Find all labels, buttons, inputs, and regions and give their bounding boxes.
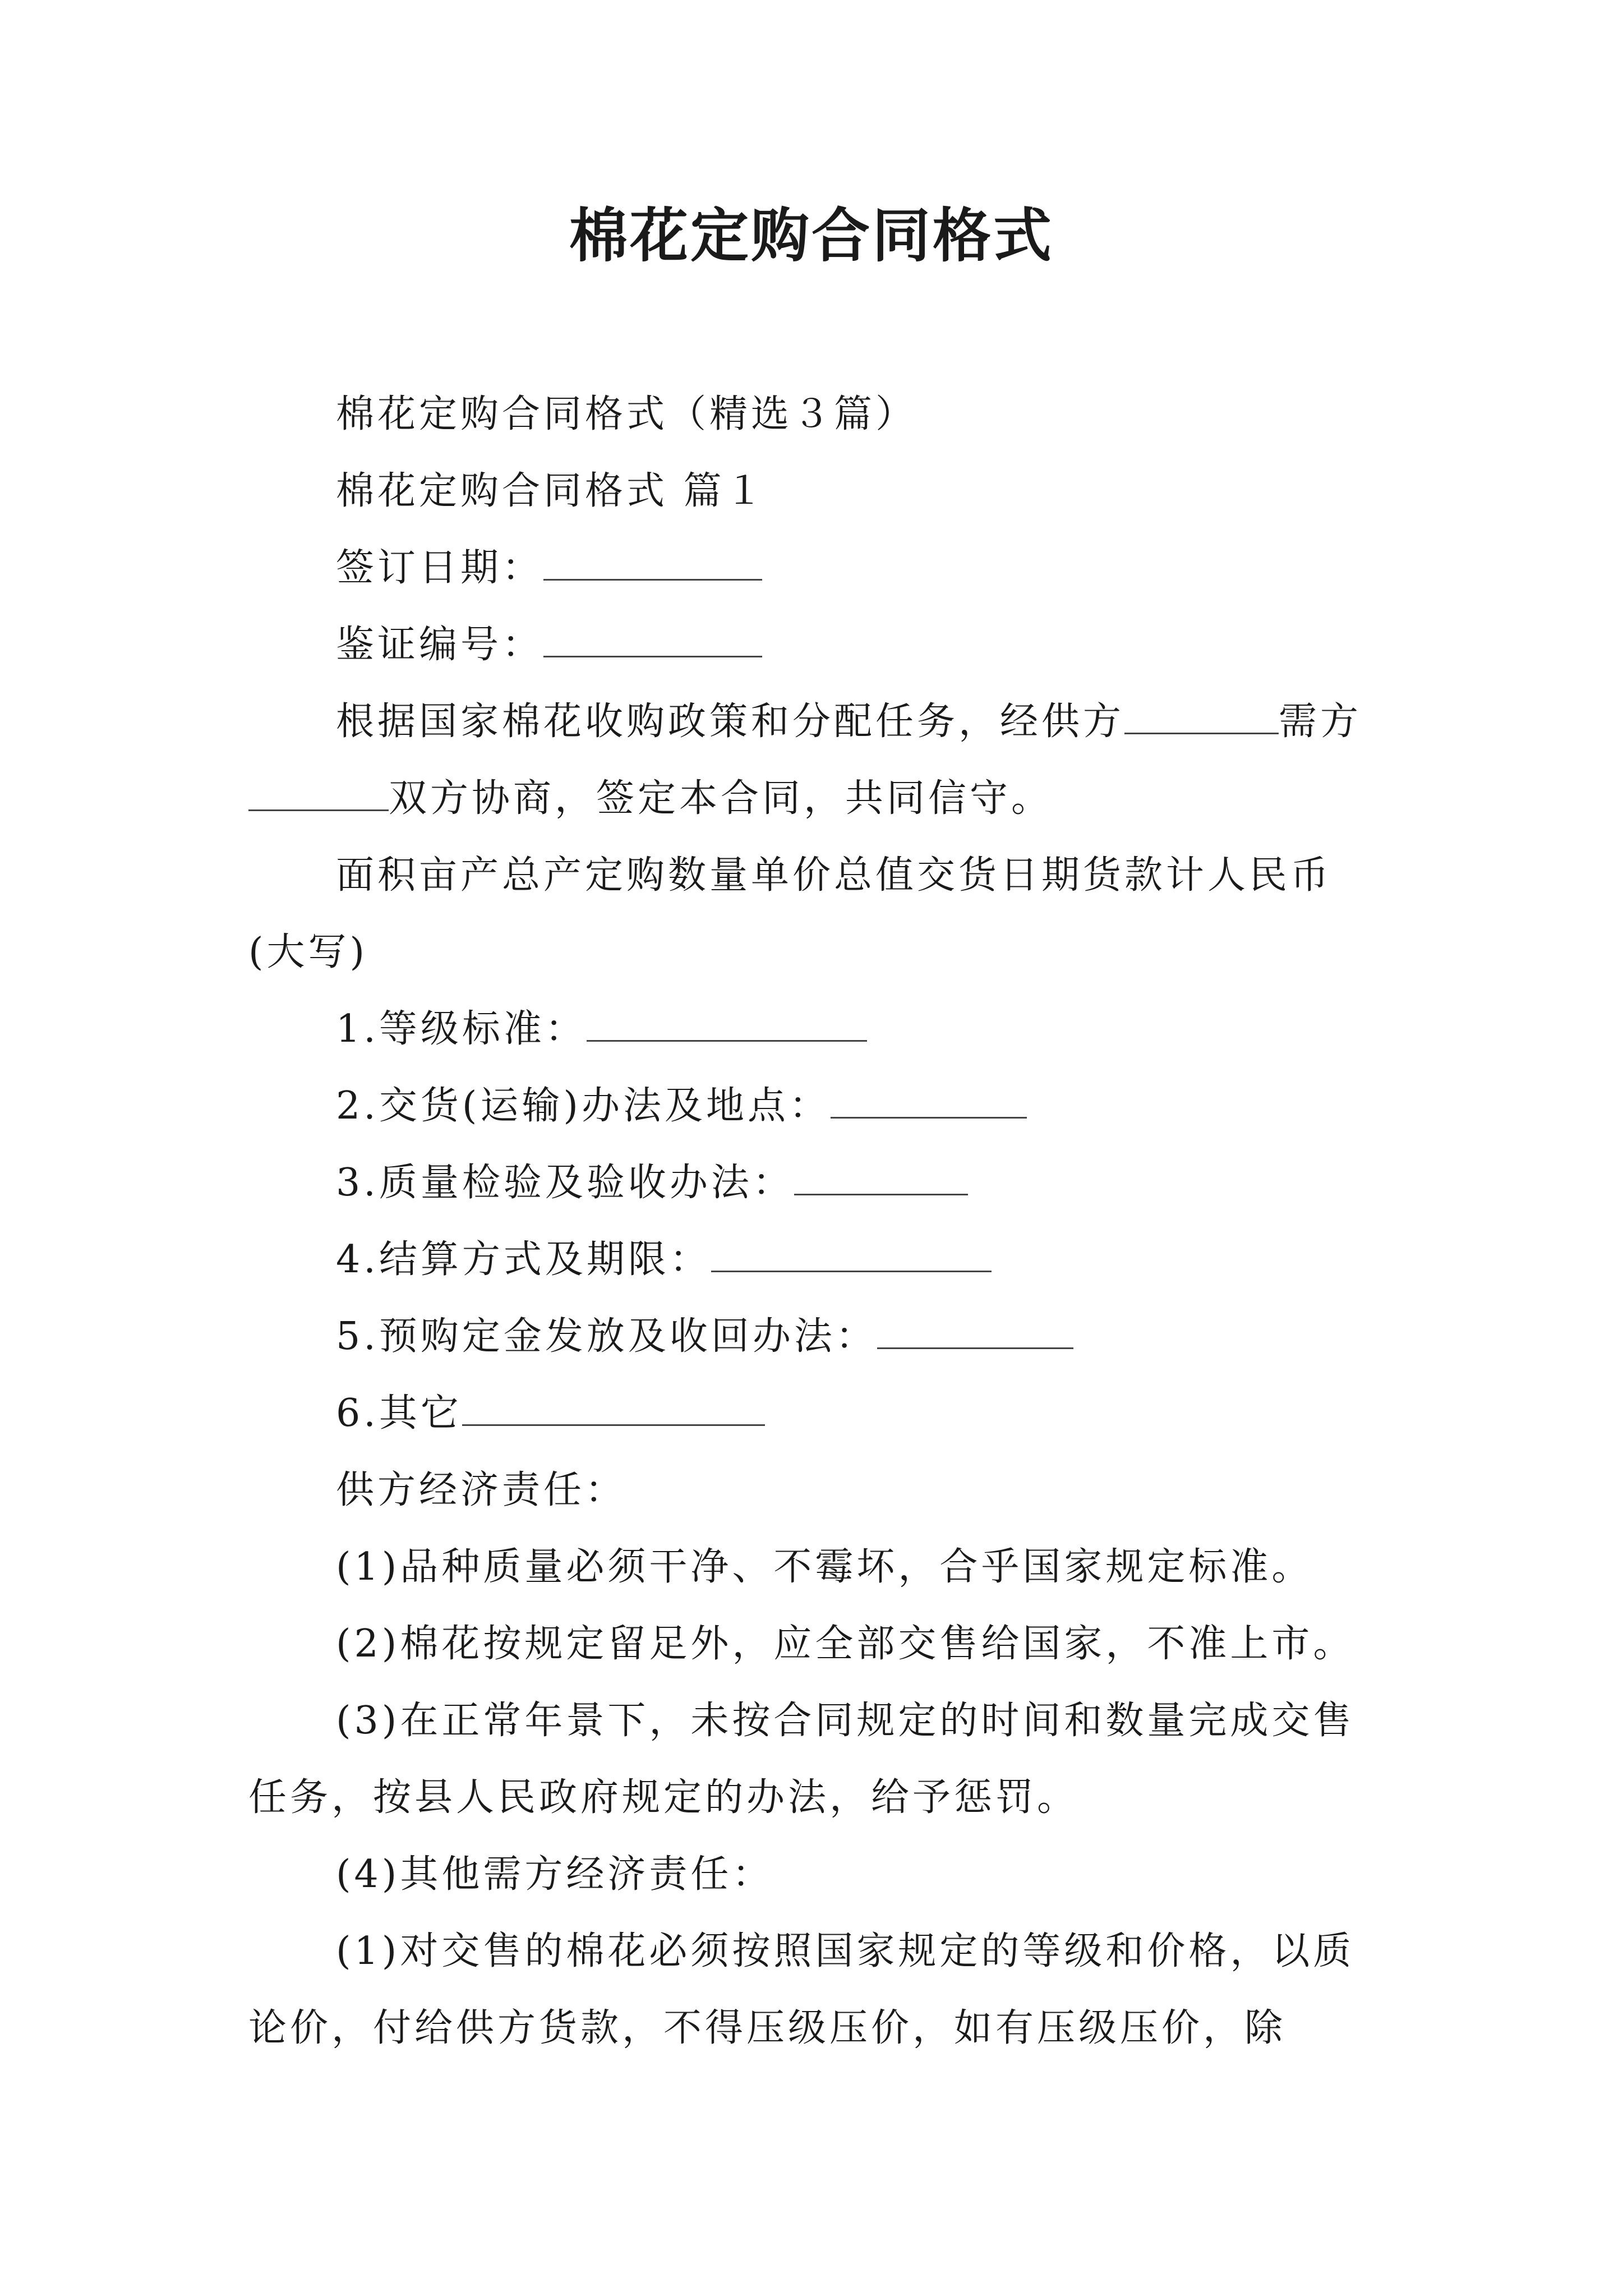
other-terms-blank xyxy=(462,1393,765,1426)
field-label: 3.质量检验及验收办法： xyxy=(336,1161,794,1205)
sign-date-blank xyxy=(543,547,762,581)
field-label: 签订日期： xyxy=(336,546,544,590)
responsibility-item xyxy=(248,1836,1387,1913)
document-title: 棉花定购合同格式 xyxy=(569,201,1054,270)
preamble-paragraph xyxy=(248,683,1387,837)
field-label: 1.等级标准： xyxy=(336,1007,587,1051)
grade-standard-blank xyxy=(587,1009,867,1042)
settlement-method-blank xyxy=(711,1239,992,1272)
paragraph-text: 双方协商，签定本合同，共同信守。 xyxy=(389,776,1053,821)
sign-date-line xyxy=(248,530,1387,606)
delivery-method-blank xyxy=(831,1085,1027,1119)
deposit-method-blank xyxy=(877,1316,1073,1349)
supplier-blank xyxy=(1124,701,1279,734)
field-label: 5.预购定金发放及收回办法： xyxy=(336,1314,877,1359)
paragraph-text: (1)对交售的棉花必须按照国家规定的等级和价格，以质论价，付给供方货款，不得压级压价，如有压级压价，除 xyxy=(248,1929,1355,2050)
paragraph-text: 需方 xyxy=(1279,700,1362,744)
field-label: 2.交货(运输)办法及地点： xyxy=(336,1084,831,1128)
clause-1-line xyxy=(248,991,1387,1068)
paragraph-text: 面积亩产总产定购数量单价总值交货日期货款计人民币(大写) xyxy=(248,853,1332,974)
certification-number-line xyxy=(248,606,1387,683)
inspection-method-blank xyxy=(794,1162,968,1195)
paragraph-text: 棉花定购合同格式 篇１ xyxy=(336,469,767,513)
table-header-paragraph xyxy=(248,837,1387,991)
field-label: 鉴证编号： xyxy=(336,623,544,667)
paragraph-text: (1)品种质量必须干净、不霉坏，合乎国家规定标准。 xyxy=(336,1545,1313,1589)
paragraph-text: 供方经济责任： xyxy=(336,1468,627,1512)
certification-number-blank xyxy=(543,624,762,657)
clause-6-line xyxy=(248,1375,1387,1452)
clause-2-line xyxy=(248,1068,1387,1144)
field-label: 6.其它 xyxy=(336,1391,462,1435)
buyer-blank xyxy=(248,778,389,811)
paragraph-text: (4)其他需方经济责任： xyxy=(336,1852,774,1897)
responsibility-item xyxy=(248,1682,1387,1836)
clause-3-line xyxy=(248,1144,1387,1221)
paragraph-text: 棉花定购合同格式（精选３篇） xyxy=(336,392,917,436)
subtitle-paragraph xyxy=(248,376,1387,453)
supplier-responsibility-heading xyxy=(248,1452,1387,1529)
paragraph-text: (3)在正常年景下，未按合同规定的时间和数量完成交售任务，按县人民政府规定的办法，给予惩罚。 xyxy=(248,1699,1355,1820)
document-body xyxy=(248,376,1387,2067)
section-heading xyxy=(248,453,1387,530)
responsibility-item xyxy=(248,1529,1387,1605)
responsibility-item xyxy=(248,1913,1387,2067)
paragraph-text: (2)棉花按规定留足外，应全部交售给国家，不准上市。 xyxy=(336,1622,1355,1666)
clause-4-line xyxy=(248,1221,1387,1298)
paragraph-text: 根据国家棉花收购政策和分配任务，经供方 xyxy=(336,700,1125,744)
field-label: 4.结算方式及期限： xyxy=(336,1237,711,1282)
responsibility-item xyxy=(248,1605,1387,1682)
clause-5-line xyxy=(248,1298,1387,1375)
